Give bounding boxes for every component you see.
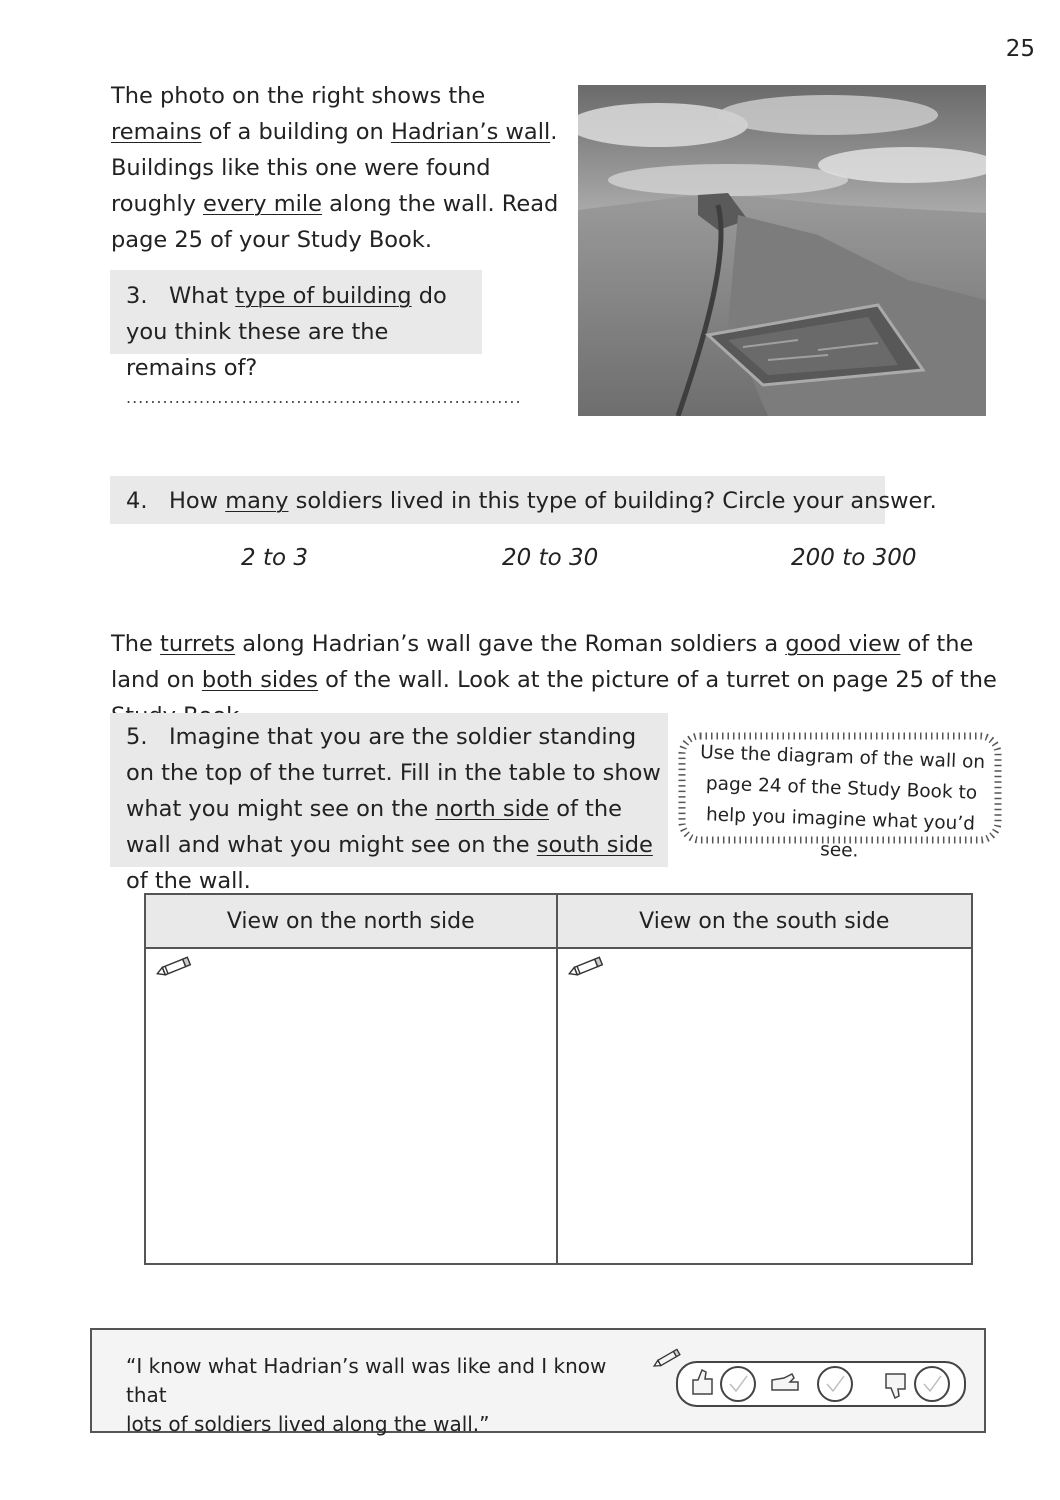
page-number: 25 [1005,36,1035,62]
turrets-text: of the land on [111,631,974,693]
turrets-underline: turrets [160,631,236,657]
answer-line-q3[interactable]: ................................................................. [126,388,522,407]
q4-text: How [168,488,226,514]
question-number: 5. [126,724,148,750]
statement-line: lots of soldiers lived along the wall.” [126,1412,490,1436]
q4-text: soldiers lived in this type of building? Circle your answer. [288,488,937,514]
q5-text: of the wall and what you might see on the [126,796,622,858]
pencil-icon [154,955,194,979]
intro-text: along the wall. Read page 25 of your Study Book. [111,191,559,253]
rating-circle-no [915,1367,949,1401]
intro-text: The photo on the right shows the [111,83,486,109]
rating-circle-yes [721,1367,755,1401]
intro-underline-remains: remains [111,119,202,145]
turrets-text: The [111,631,160,657]
q5-text: of the wall. [126,868,251,894]
turrets-text: along Hadrian’s wall gave the Roman soldiers a [235,631,786,657]
north-side-answer-cell[interactable] [145,948,557,1264]
statement-line: “I know what Hadrian’s wall was like and I know that [126,1354,607,1407]
question-3-text [126,278,476,386]
q5-underline-south: south side [536,832,653,858]
q3-underline: type of building [235,283,412,309]
intro-text: of a building on [201,119,391,145]
pencil-icon [653,1349,680,1368]
tip-line: Use the diagram of the wall on [699,742,986,773]
answer-option-2[interactable]: 20 to 30 [502,545,599,571]
tip-text [684,737,998,872]
intro-underline-hadrians-wall: Hadrian’s wall [390,119,551,145]
q3-text: do you think these are the remains of? [126,283,447,381]
pencil-icon [566,955,606,979]
question-4-text [126,483,937,519]
question-5-text [126,719,666,899]
q4-underline: many [225,488,289,514]
answer-option-1[interactable]: 2 to 3 [241,545,308,571]
answer-option-3[interactable]: 200 to 300 [791,545,917,571]
q5-underline-north: north side [435,796,550,822]
views-table [144,893,973,1265]
south-side-header: View on the south side [557,894,972,948]
question-number: 3. [126,283,148,309]
turrets-text: of the wall. Look at the picture of a turret on page 25 of the [325,667,997,693]
q3-text: What [168,283,236,309]
intro-underline-every-mile: every mile [203,191,323,217]
hadrians-wall-photo [578,85,986,416]
question-number: 4. [126,488,148,514]
intro-text: . Buildings like this one were found roughly [111,119,558,217]
rating-circle-partly [818,1367,852,1401]
tip-line: help you imagine what you’d see. [705,804,976,862]
intro-paragraph [111,78,561,258]
self-assessment-statement [126,1352,636,1439]
turrets-underline: both sides [201,667,319,693]
turrets-underline: good view [785,631,901,657]
q5-text: Imagine that you are the soldier standing on the top of the turret. Fill in the table to show what you might see on the [126,724,661,822]
north-side-header: View on the north side [145,894,557,948]
tip-line: page 24 of the Study Book to [705,773,978,804]
self-rating-scale [650,1348,970,1410]
south-side-answer-cell[interactable] [557,948,972,1264]
